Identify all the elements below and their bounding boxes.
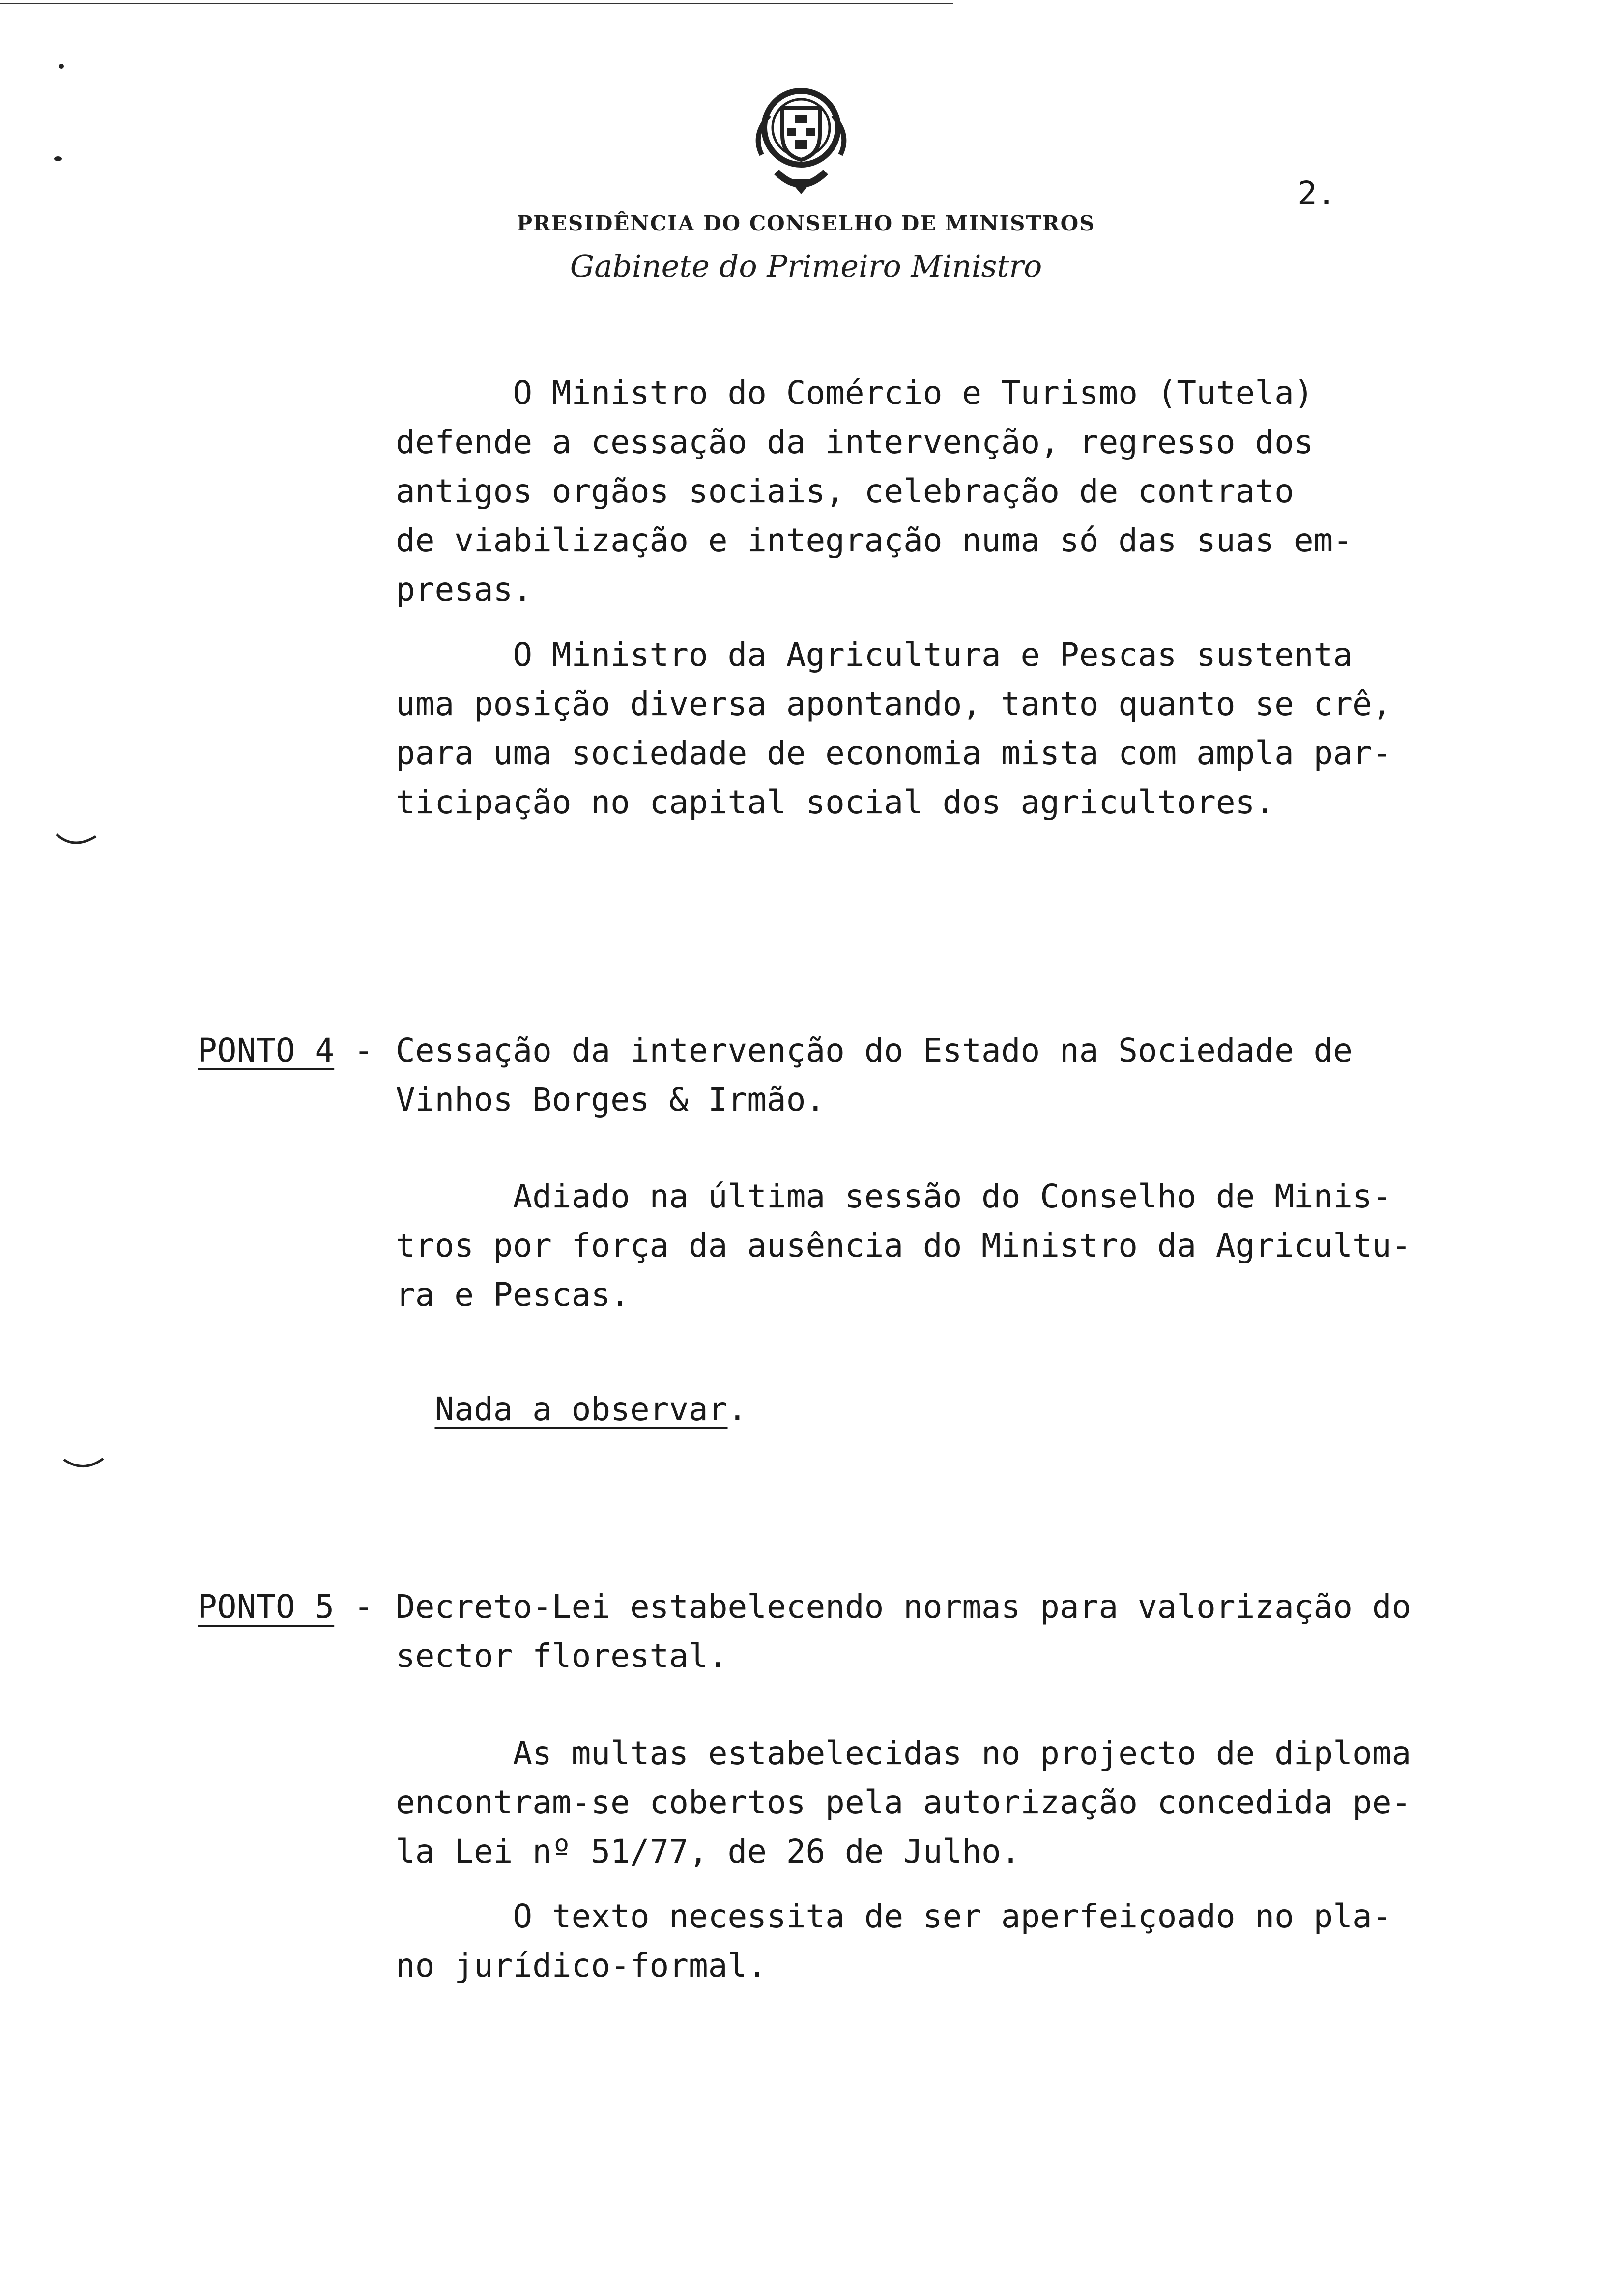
top-scan-rule bbox=[0, 3, 953, 4]
page-number: 2. bbox=[1297, 174, 1337, 212]
office-name: Gabinete do Primeiro Ministro bbox=[570, 248, 1042, 284]
organization-name: PRESIDÊNCIA DO CONSELHO DE MINISTROS bbox=[517, 211, 1095, 235]
ponto-4-conclusion: Nada a observar bbox=[434, 1390, 728, 1428]
ponto-5-title: Decreto-Lei estabelecendo normas para valorização do sector florestal. bbox=[396, 1588, 1411, 1675]
ponto-4-dash: - bbox=[354, 1032, 374, 1069]
margin-check-mark bbox=[61, 1455, 106, 1474]
ponto-5-body-2: O texto necessita de ser aperfeiçoado no pla- no jurídico-formal. bbox=[396, 1897, 1392, 1984]
ponto-4-label: PONTO 4 bbox=[198, 1032, 335, 1069]
scan-speck bbox=[59, 64, 64, 69]
ponto-4-title: Cessação da intervenção do Estado na Sociedade de Vinhos Borges & Irmão. bbox=[396, 1032, 1353, 1119]
paragraph-tutela: O Ministro do Comércio e Turismo (Tutela) defende a cessação da intervenção, regresso dos antigos orgãos sociais, celebração de contrato de viabilização e integração numa só das suas em- presas. bbox=[396, 374, 1353, 608]
coat-of-arms-emblem bbox=[742, 81, 860, 199]
ponto-5-label: PONTO 5 bbox=[198, 1588, 335, 1626]
paragraph-agriculture: O Ministro da Agricultura e Pescas sustenta uma posição diversa apontando, tanto quanto se crê, para uma sociedade de economia mista com ampla par- ticipação no capital social dos agricultores. bbox=[396, 636, 1392, 821]
ponto-4-conclusion-punct: . bbox=[727, 1390, 748, 1428]
ponto-4-body: Adiado na última sessão do Conselho de Minis- tros por força da ausência do Ministro da Agricultu- ra e Pescas. bbox=[396, 1177, 1411, 1314]
margin-check-mark bbox=[54, 831, 98, 850]
ponto-4-conclusion-line bbox=[396, 1336, 747, 1434]
scan-speck bbox=[54, 156, 62, 161]
ponto-5-body-1: As multas estabelecidas no projecto de diploma encontram-se cobertos pela autorização concedida pe- la Lei nº 51/77, de 26 de Julho. bbox=[396, 1734, 1411, 1870]
ponto-5-dash: - bbox=[354, 1588, 374, 1626]
